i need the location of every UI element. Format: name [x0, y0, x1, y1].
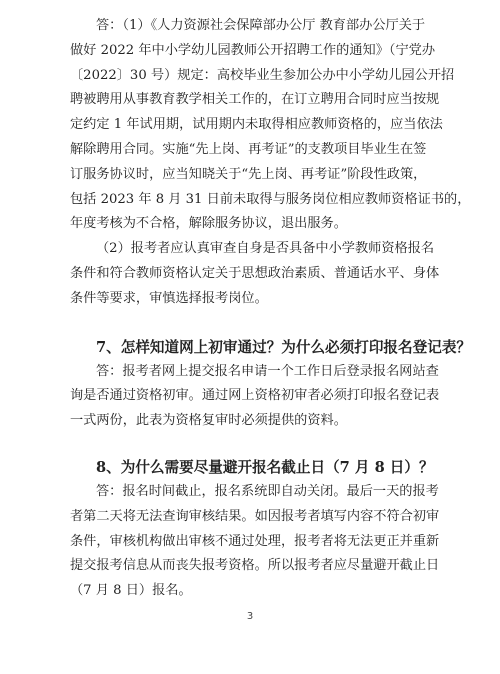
text-line: 条件和符合教师资格认定关于思想政治素质、普通话水平、身体	[70, 265, 440, 281]
text-line: 解除聘用合同。实施“先上岗、再考证”的支教项目毕业生在签	[70, 141, 427, 157]
text-line: 年度考核为不合格，解除服务协议，退出服务。	[70, 216, 347, 232]
text-line: 询是否通过资格初审。通过网上资格初审者必须打印报名登记表	[70, 388, 440, 404]
answer-paragraph-1	[70, 14, 471, 237]
text-line: 答：报考者网上提交报名申请一个工作日后登录报名网站查	[96, 363, 439, 379]
text-line: 答：报名时间截止，报名系统即自动关闭。最后一天的报考	[96, 483, 439, 499]
text-line: 〔2022〕30 号）规定：高校毕业生参加公办中小学幼儿园公开招	[70, 67, 455, 83]
text-line: 一式两份，此表为资格复审时必须提供的资料。	[70, 413, 347, 429]
question-7-heading: 7、怎样知道网上初审通过？为什么必须打印报名登记表？	[96, 338, 472, 356]
page-number: 3	[246, 611, 254, 622]
text-line: 包括 2023 年 8 月 31 日前未取得与服务岗位相应教师资格证书的，	[70, 191, 471, 207]
question-7-answer	[70, 360, 446, 434]
text-line: 聘被聘用从事教育教学相关工作的，在订立聘用合同时应当按规	[70, 92, 440, 108]
text-line: 提交报考信息从而丧失报考资格。所以报考者应尽量避开截止日	[70, 558, 440, 574]
text-line: 做好 2022 年中小学幼儿园教师公开招聘工作的通知》（宁党办	[70, 42, 436, 58]
text-line: 者第二天将无法查询审核结果。如因报考者填写内容不符合初审	[70, 508, 440, 524]
text-line: 条件等要求，审慎选择报考岗位。	[70, 290, 268, 306]
question-8-answer	[70, 480, 446, 604]
answer-paragraph-2	[70, 237, 446, 311]
text-line: 定约定 1 年试用期，试用期内未取得相应教师资格的，应当依法	[70, 117, 443, 133]
question-8-heading: 8、为什么需要尽量避开报名截止日（7 月 8 日）？	[96, 458, 434, 476]
text-line: 答：（1）《人力资源社会保障部办公厅 教育部办公厅关于	[96, 18, 426, 33]
text-line: 订服务协议时，应当知晓关于“先上岗、再考证”阶段性政策，	[70, 166, 427, 182]
text-line: （7 月 8 日）报名。	[70, 583, 192, 599]
text-line: （2）报考者应认真审查自身是否具备中小学教师资格报名	[96, 241, 435, 257]
text-line: 条件，审核机构做出审核不通过处理，报考者将无法更正并重新	[70, 533, 440, 549]
